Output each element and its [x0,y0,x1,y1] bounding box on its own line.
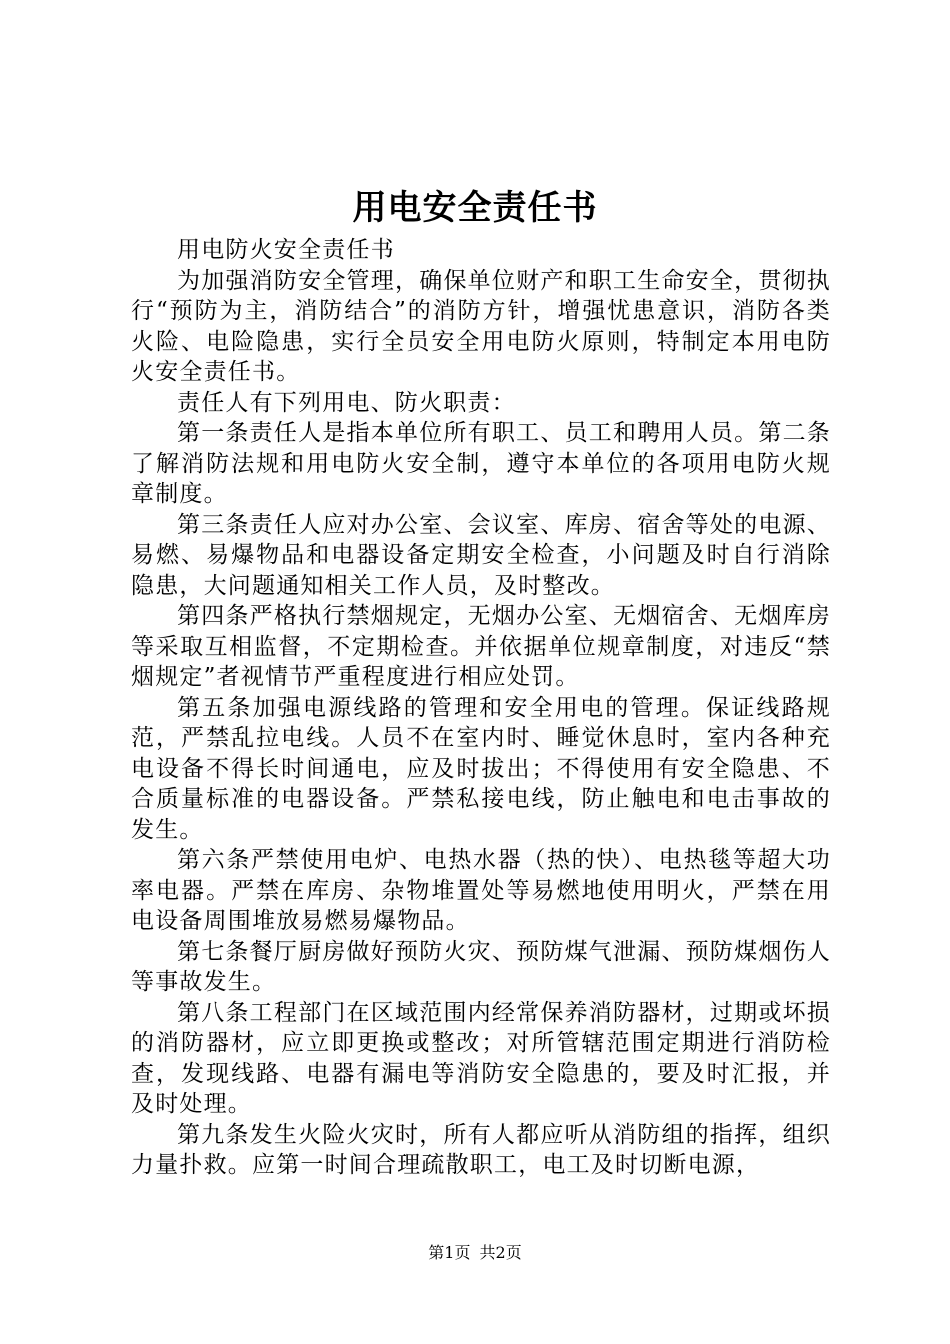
document-body [131,235,831,1181]
paragraph-article-4: 第四条严格执行禁烟规定，无烟办公室、无烟宿舍、无烟库房等采取互相监督，不定期检查。并依据单位规章制度，对违反“禁烟规定”者视情节严重程度进行相应处罚。 [131,603,831,690]
page-number: 第1页 [428,1243,471,1262]
paragraph-article-5: 第五条加强电源线路的管理和安全用电的管理。保证线路规范，严禁乱拉电线。人员不在室内时、睡觉休息时，室内各种充电设备不得长时间通电，应及时拔出；不得使用有安全隐患、不合质量标准的电器设备。严禁私接电线，防止触电和电击事故的发生。 [131,694,831,843]
paragraph-article-9: 第九条发生火险火灾时，所有人都应听从消防组的指挥，组织力量扑救。应第一时间合理疏散职工，电工及时切断电源， [131,1121,831,1178]
paragraph-intro: 为加强消防安全管理，确保单位财产和职工生命安全，贯彻执行“预防为主，消防结合”的消防方针，增强忧患意识，消防各类火险、电险隐患，实行全员安全用电防火原则，特制定本用电防火安全责任书。 [131,267,831,385]
paragraph-article-7: 第七条餐厅厨房做好预防火灾、预防煤气泄漏、预防煤烟伤人等事故发生。 [131,938,831,995]
paragraph-article-8: 第八条工程部门在区域范围内经常保养消防器材，过期或坏损的消防器材，应立即更换或整改；对所管辖范围定期进行消防检查，发现线路、电器有漏电等消防安全隐患的，要及时汇报，并及时处理。 [131,999,831,1117]
paragraph-article-6: 第六条严禁使用电炉、电热水器（热的快）、电热毯等超大功率电器。严禁在库房、杂物堆置处等易燃地使用明火，严禁在用电设备周围堆放易燃易爆物品。 [131,847,831,934]
paragraph-duties-heading: 责任人有下列用电、防火职责： [177,389,516,416]
page-total: 共2页 [479,1243,522,1262]
paragraph-subtitle: 用电防火安全责任书 [177,237,395,263]
document-title: 用电安全责任书 [352,188,598,228]
paragraph-article-1-2: 第一条责任人是指本单位所有职工、员工和聘用人员。第二条了解消防法规和用电防火安全制，遵守本单位的各项用电防火规章制度。 [131,420,831,507]
paragraph-article-3: 第三条责任人应对办公室、会议室、库房、宿舍等处的电源、易燃、易爆物品和电器设备定期安全检查，小问题及时自行消除隐患，大问题通知相关工作人员，及时整改。 [131,511,831,599]
page-footer [0,1243,950,1263]
